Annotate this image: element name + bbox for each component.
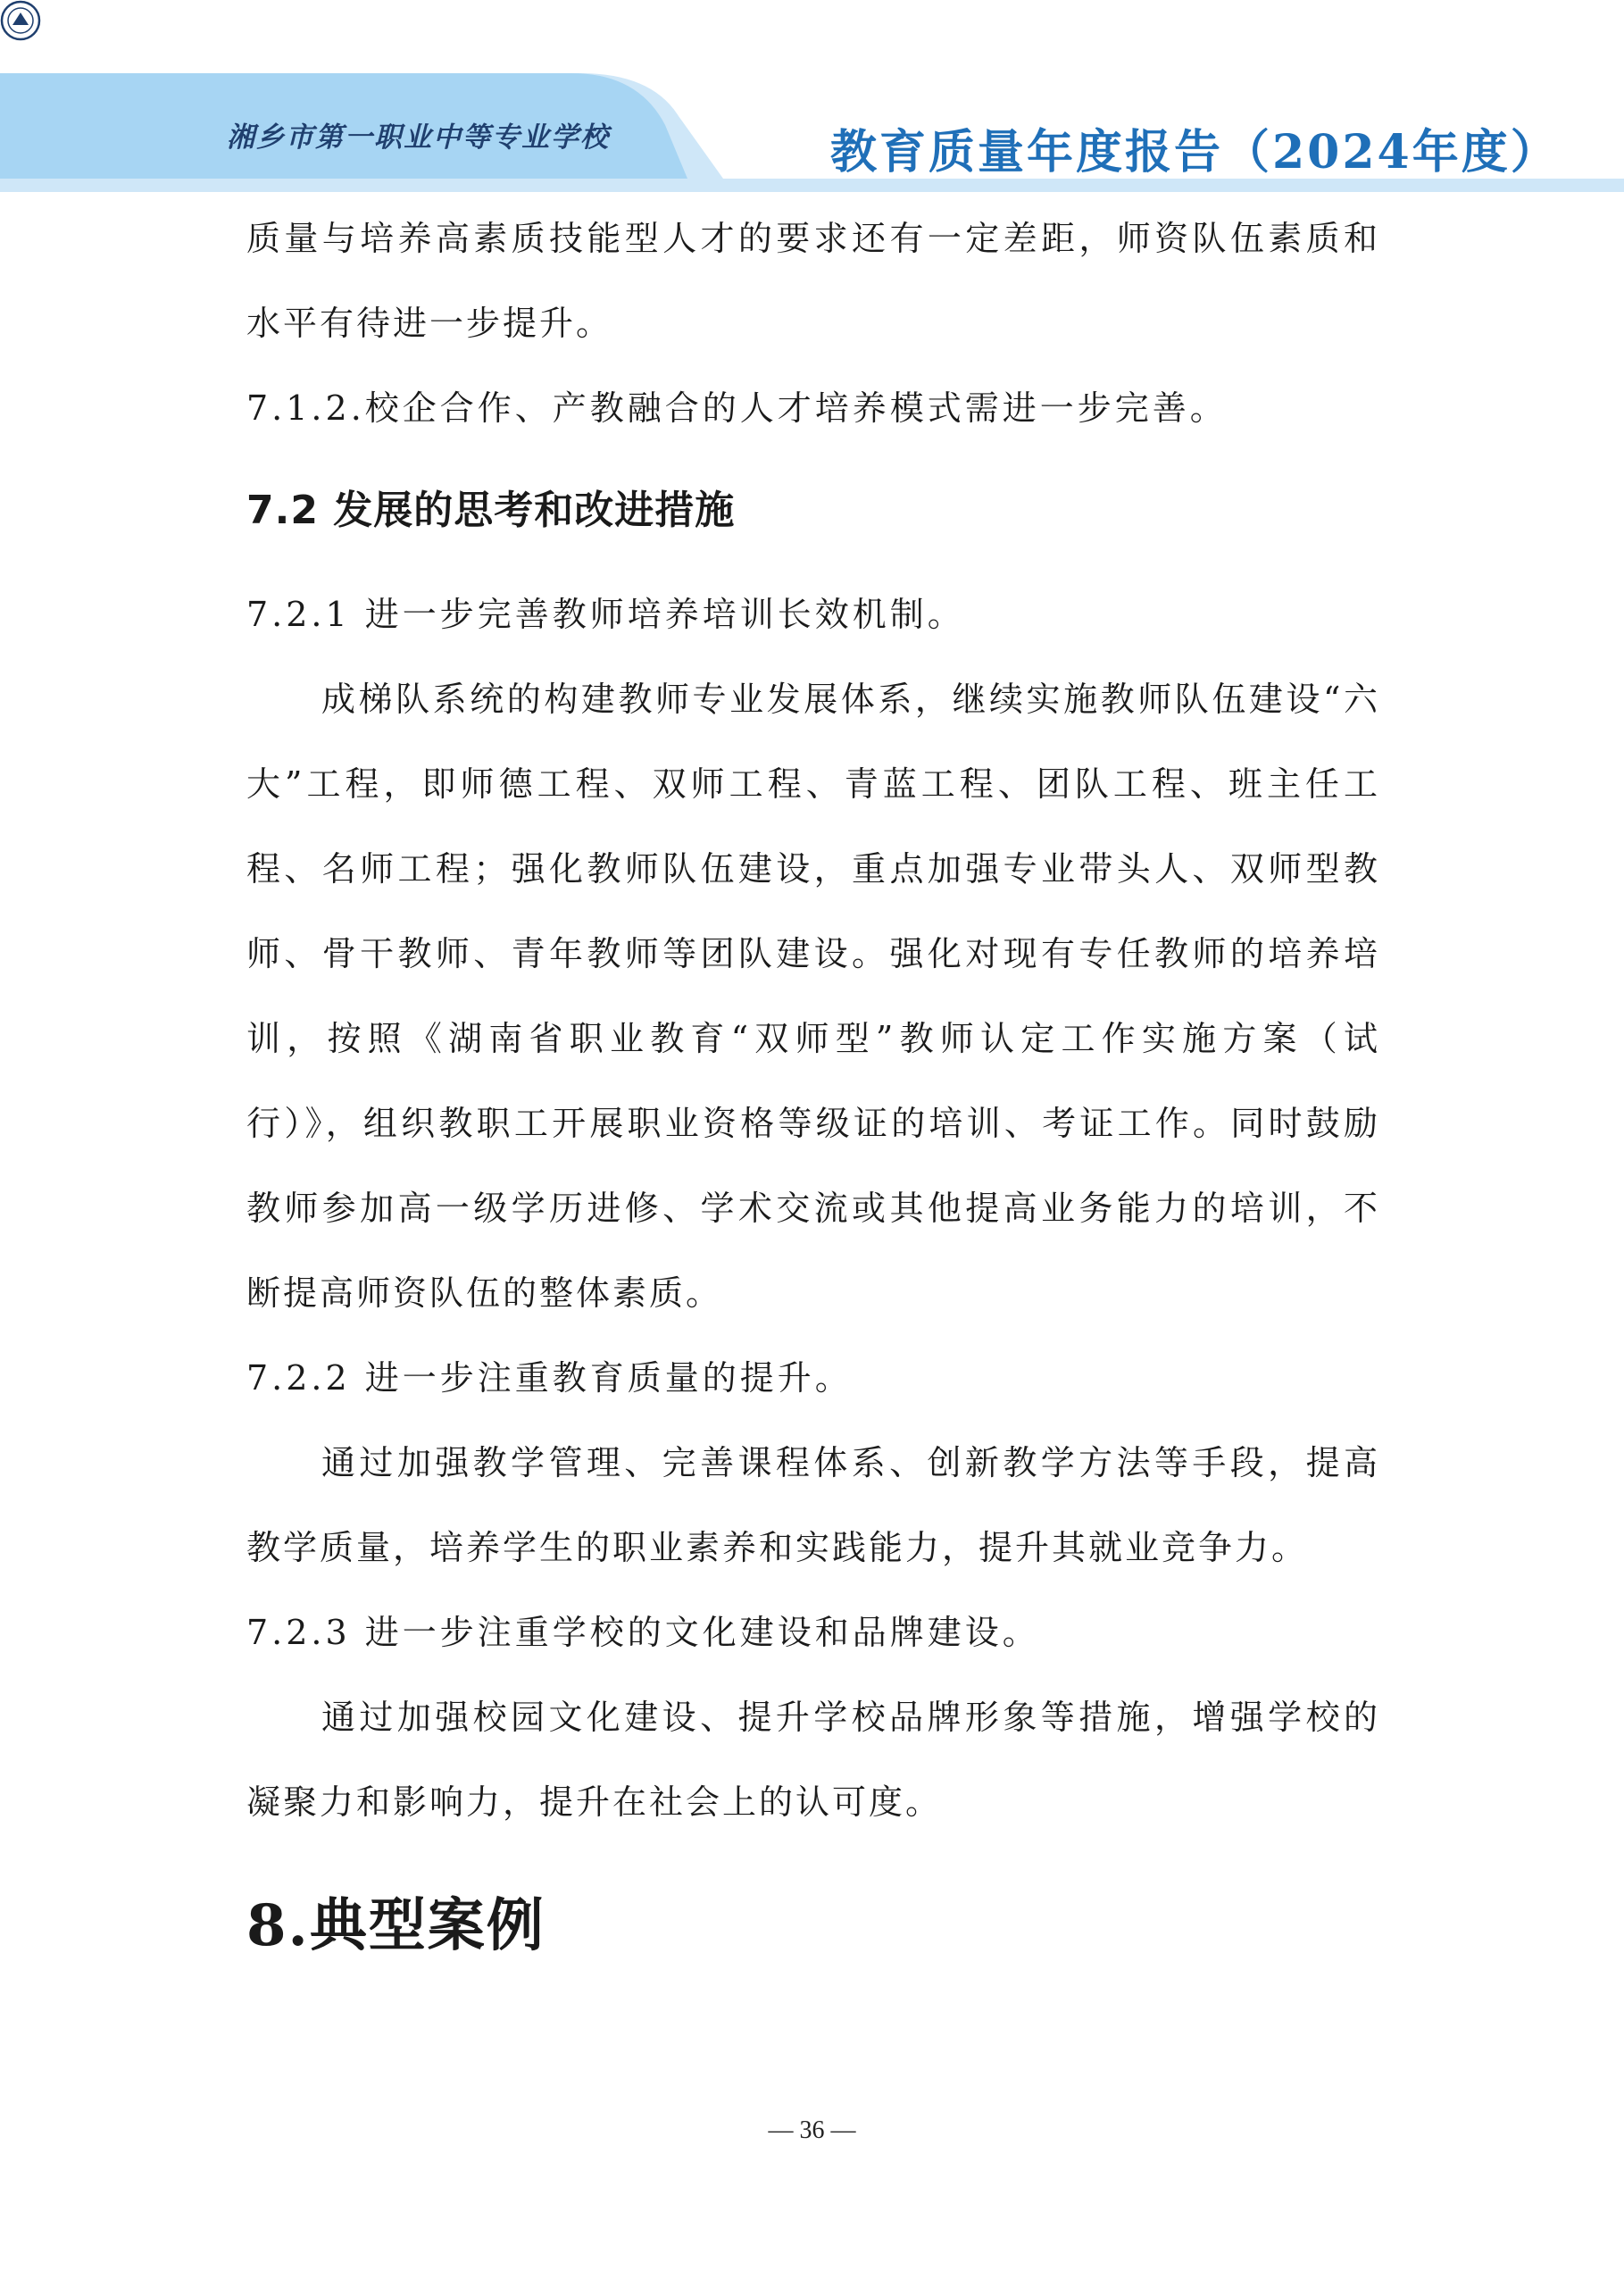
section-heading-wrap [246, 451, 1380, 562]
page-number: — 36 — [768, 2116, 856, 2144]
chapter-heading-8: 8.典型案例 [246, 1892, 545, 1959]
item-7-2-2: 7.2.2 进一步注重教育质量的提升。 [246, 1358, 853, 1398]
chapter-heading-wrap [246, 1854, 1380, 1988]
school-name: 湘乡市第一职业中等专业学校 [227, 121, 610, 154]
page-content [246, 196, 1380, 1988]
paragraph-7-2-3: 通过加强校园文化建设、提升学校品牌形象等措施，增强学校的凝聚力和影响力，提升在社会上的认可度。 [246, 1698, 1380, 1822]
page-header [0, 0, 1624, 192]
paragraph-7-2-1: 成梯队系统的构建教师专业发展体系，继续实施教师队伍建设“六大”工程，即师德工程、双师工程、青蓝工程、团队工程、班主任工程、名师工程；强化教师队伍建设，重点加强专业带头人、双师型教师、骨干教师、青年教师等团队建设。强化对现有专任教师的培养培训，按照《湖南省职业教育“双师型”教师认定工作实施方案（试行）》，组织教职工开展职业资格等级证的培训、考证工作。同时鼓励教师参加高一级学历进修、学术交流或其他提高业务能力的培训，不断提高师资队伍的整体素质。 [246, 680, 1380, 1313]
section-heading-7-2: 7.2 发展的思考和改进措施 [246, 488, 736, 533]
item-7-2-3: 7.2.3 进一步注重学校的文化建设和品牌建设。 [246, 1613, 1040, 1652]
paragraph-7-2-2: 通过加强教学管理、完善课程体系、创新教学方法等手段，提高教学质量，培养学生的职业素养和实践能力，提升其就业竞争力。 [246, 1443, 1380, 1567]
report-title: 教育质量年度报告（2024年度） [830, 125, 1560, 179]
item-7-1-2: 7.1.2.校企合作、产教融合的人才培养模式需进一步完善。 [246, 388, 1228, 428]
item-7-2-1: 7.2.1 进一步完善教师培养培训长效机制。 [246, 595, 965, 634]
paragraph-intro: 质量与培养高素质技能型人才的要求还有一定差距，师资队伍素质和水平有待进一步提升。 [246, 219, 1380, 343]
school-logo-icon [0, 0, 41, 41]
